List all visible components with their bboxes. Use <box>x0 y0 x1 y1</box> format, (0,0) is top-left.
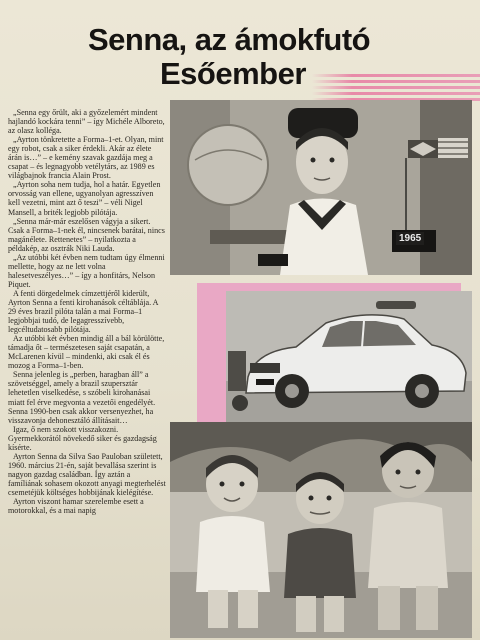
photo-caption-year: 1965 <box>396 232 424 245</box>
paragraph: Senna jelenleg is „perben, haragban áll” a szövetséggel, amely a brazil szupersztár lehetetlen viselkedése, s szóbeli kirohanásai miatt fel érve megvonta a vezetői engedélyét. Senna 1990-ben csak akkor versenyezhet, ha visszavonja dehonesztáló állításait… <box>8 370 156 425</box>
paragraph: „Ayrton soha nem tudja, hol a határ. Egyetlen orvosság van ellene, ugyanolyan agresszíven kell vezetni, mint azt ő teszi” – véli Nigel Mansell, a briték legjobb pilótája. <box>8 180 161 217</box>
article-header <box>60 22 460 94</box>
photo-child-illustration <box>170 100 472 275</box>
photo-child-sailor <box>170 100 472 275</box>
photo-toy-car <box>226 291 472 427</box>
paragraph: „Ayrton tönkretette a Forma–1-et. Olyan, mint egy robot, csak a siker érdekli. Akár az élete árán is…” – e kemény szavak gazdája meg a csapat – és legnagyobb vetélytárs, az 1989 es világbajnok francia Alain Prost. <box>8 135 164 181</box>
paragraph: Igaz, ő nem szokott visszakozni. Gyermekkorától növekedő siker és gazdagság kísérte. <box>8 424 157 452</box>
article-body <box>8 108 166 638</box>
article-title-line-2: Esőember <box>160 56 306 91</box>
paragraph: Az utóbbi két évben mindig áll a bál körülötte, támadja őt – természetesen saját csapatán, a McLarenen kívül – mindenki, aki csak él és mozog a Forma–1-ben. <box>8 334 165 371</box>
paragraph: „Senna egy őrült, aki a győzelemért mindent hajlandó kockára tenni” – így Michéle Alboreto, az olasz kolléga. <box>8 108 165 136</box>
paragraph: „Senna már-már eszelősen vágyja a sikert. Csak a Forma–1-nek él, nincsenek barátai, nincs magánélete. Rettenetes” – nyilatkozta a példakép, az osztrák Niki Lauda. <box>8 216 165 253</box>
photo-kids-illustration <box>170 422 472 638</box>
paragraph: Ayrton viszont hamar szerelembe esett a motorokkal, és a mai napig <box>8 497 144 516</box>
photo-car-illustration <box>226 291 472 427</box>
paragraph: A fenti dörgedelmek címzettjéről kiderült, Ayrton Senna a fenti kirohanások céltáblája. A 29 éves brazil pilóta talán a mai Forma–1 legjobbjai tudó, de legagresszívebb, legcéltudatosabb pilótája. <box>8 288 159 335</box>
article-title-line-1: Senna, az ámokfutó <box>88 22 371 57</box>
paragraph: Ayrton Senna da Silva Sao Pauloban született, 1960. március 21-én, saját bevallása szerint is nagyon gazdag családban. Így aztán a famíliának sohasem okozott anyagi megterhelést csemetéjük költséges hobbijának kielégítése. <box>8 451 166 497</box>
photo-three-children <box>170 422 472 638</box>
paragraph: „Az utóbbi két évben nem tudtam úgy élmenni mellette, hogy az ne lett volna halesetveszélyes…” – így a honfitárs, Nelson Piquet. <box>8 252 165 289</box>
